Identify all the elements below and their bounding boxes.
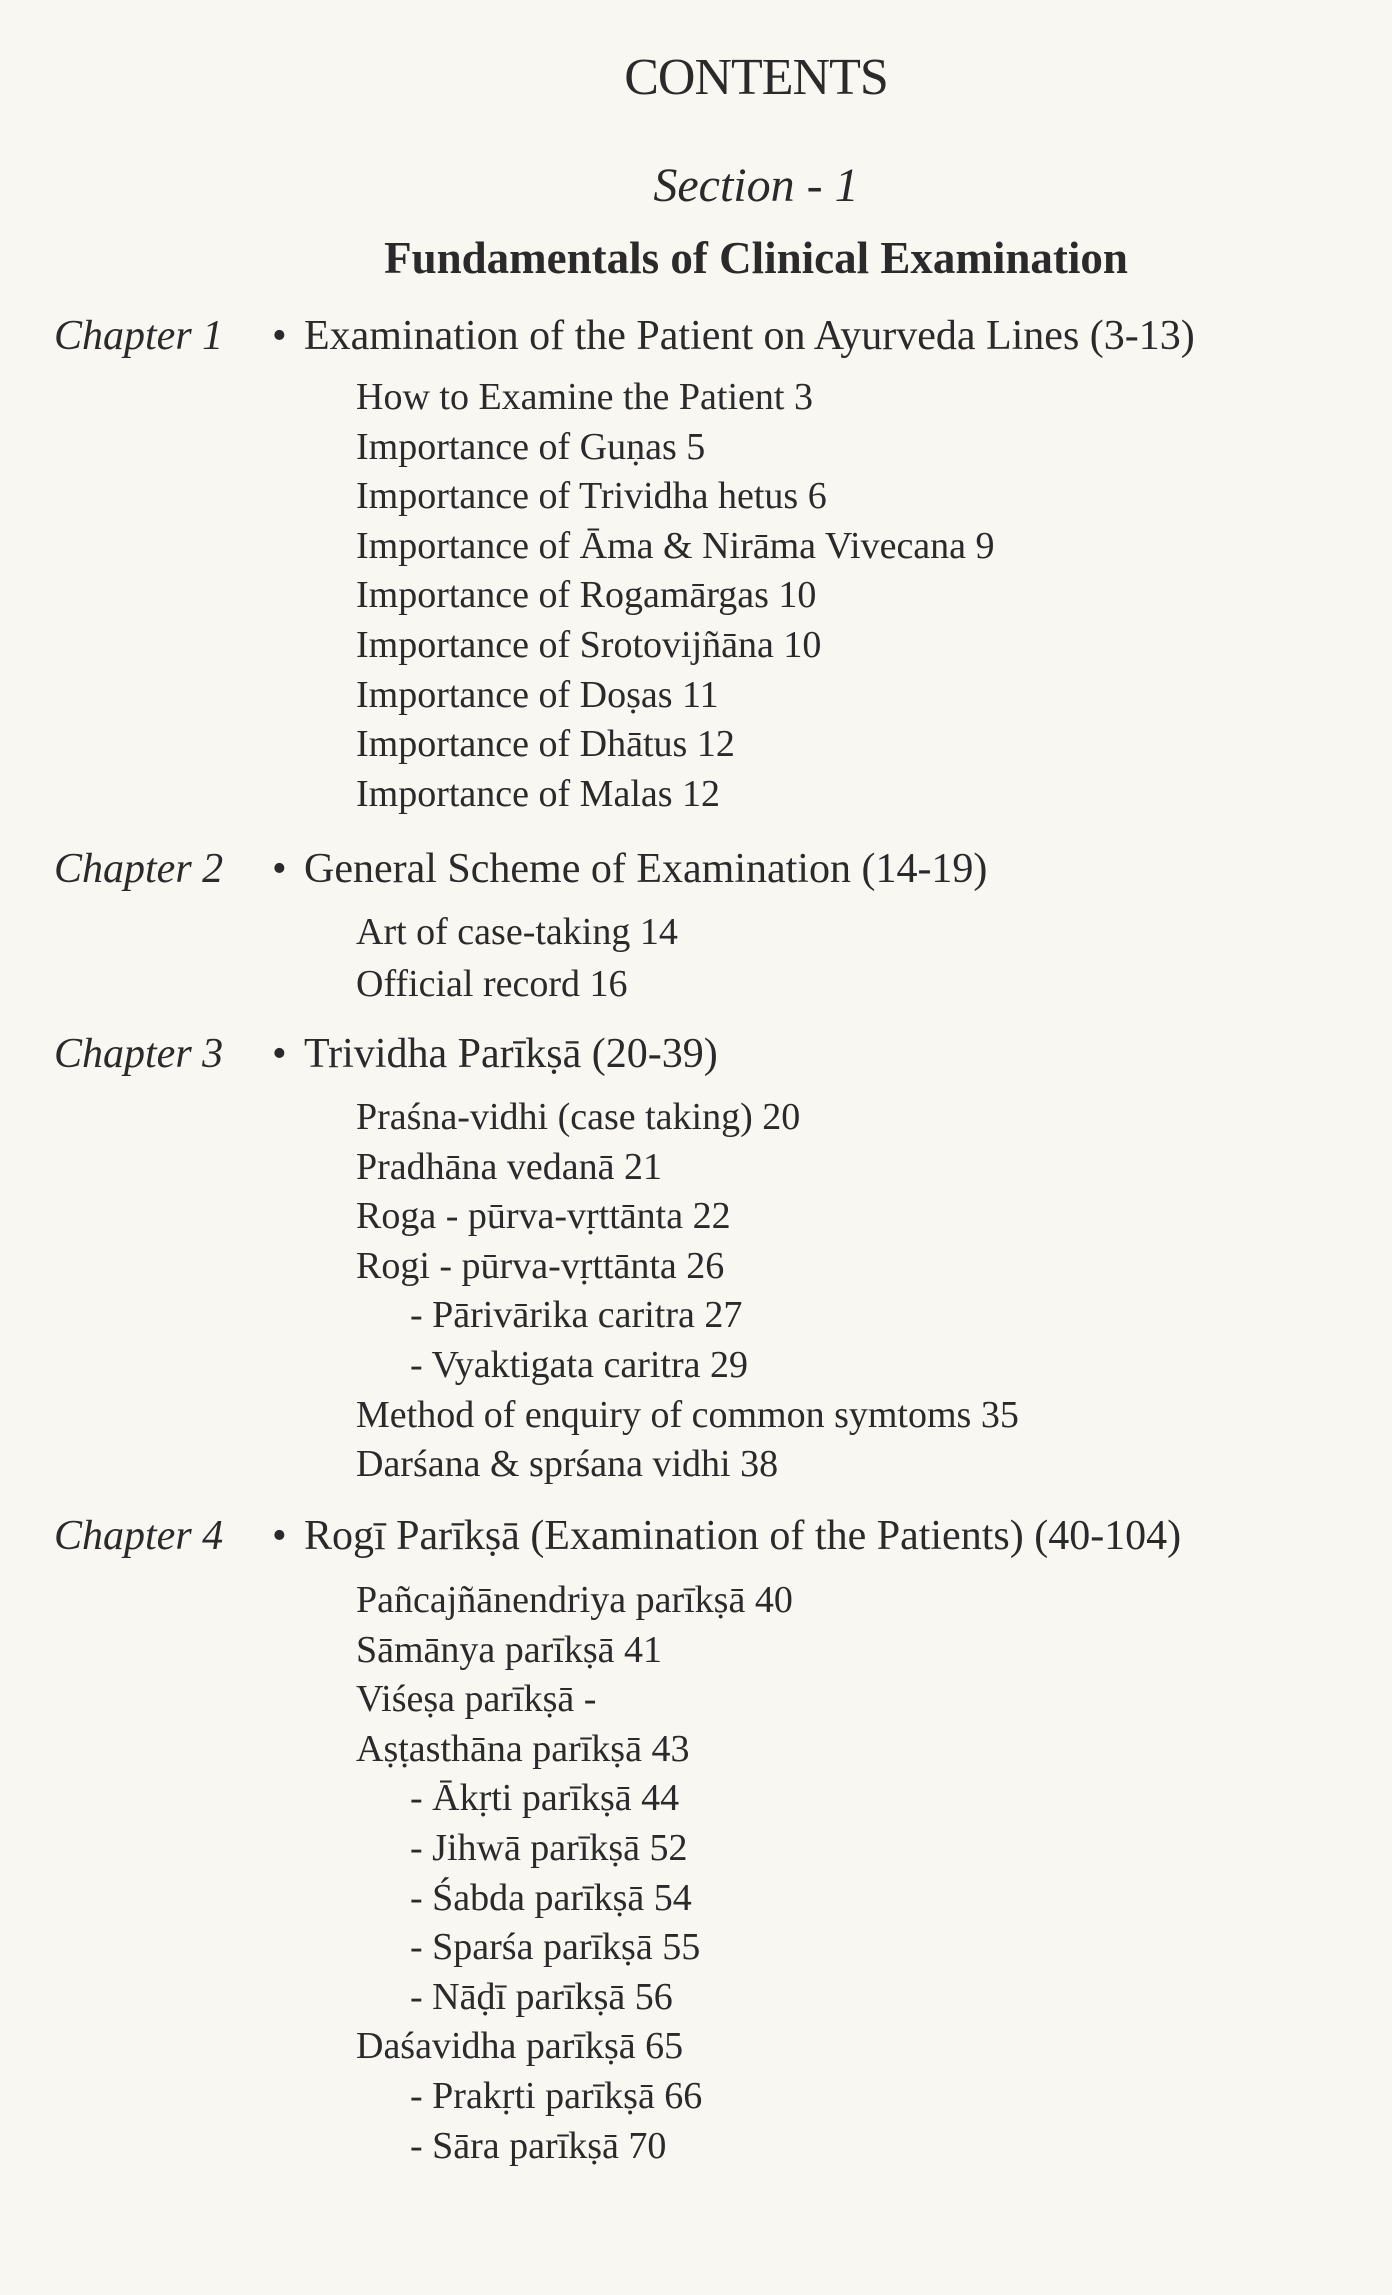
toc-entry: Importance of Rogamārgas 10	[356, 574, 817, 617]
toc-entry: Pradhāna vedanā 21	[356, 1145, 662, 1188]
toc-subentry: - Nāḍī parīkṣā 56	[410, 1975, 673, 2018]
chapter-row	[0, 845, 1392, 901]
toc-subentry: - Sparśa parīkṣā 55	[410, 1926, 701, 1969]
toc-subentry: - Prakṛti parīkṣā 66	[410, 2075, 703, 2117]
toc-subentry: - Vyaktigata caritra 29	[410, 1344, 748, 1386]
toc-entry: Importance of Srotovijñāna 10	[356, 624, 822, 666]
toc-entry: Importance of Trividha hetus 6	[356, 475, 827, 518]
toc-entry: Importance of Guṇas 5	[356, 425, 706, 468]
toc-entry: How to Examine the Patient 3	[356, 376, 813, 418]
chapter-label: Chapter 3	[54, 1031, 224, 1077]
toc-entry: Darśana & sprśana vidhi 38	[356, 1443, 779, 1486]
toc-entry: Sāmānya parīkṣā 41	[356, 1628, 663, 1671]
toc-entry: Pañcajñānendriya parīkṣā 40	[356, 1579, 793, 1621]
bullet-icon: •	[272, 313, 287, 359]
chapter-title: General Scheme of Examination (14-19)	[304, 846, 988, 892]
chapter-label: Chapter 4	[54, 1513, 224, 1559]
toc-entry: Praśna-vidhi (case taking) 20	[356, 1096, 801, 1138]
chapter-row	[0, 312, 1392, 368]
chapter-title: Examination of the Patient on Ayurveda Lines (3-13)	[304, 313, 1195, 359]
section-label: Section - 1	[653, 159, 859, 212]
chapter-row	[0, 1030, 1392, 1086]
chapter-row	[0, 1512, 1392, 1568]
toc-subentry: - Śabda parīkṣā 54	[410, 1876, 692, 1919]
toc-entry: Rogi - pūrva-vṛttānta 26	[356, 1244, 725, 1287]
toc-entry: Official record 16	[356, 963, 628, 1005]
bullet-icon: •	[272, 846, 287, 892]
toc-subentry: - Sāra parīkṣā 70	[410, 2124, 667, 2167]
chapter-title: Trividha Parīkṣā (20-39)	[304, 1031, 718, 1077]
toc-entry: Importance of Malas 12	[356, 772, 721, 815]
chapter-title: Rogī Parīkṣā (Examination of the Patients) (40-104)	[304, 1513, 1182, 1559]
toc-entry: Importance of Doṣas 11	[356, 673, 719, 716]
toc-entry: Method of enquiry of common symtoms 35	[356, 1393, 1019, 1436]
bullet-icon: •	[272, 1031, 287, 1077]
toc-entry: Importance of Āma & Nirāma Vivecana 9	[356, 524, 995, 567]
toc-subentry: - Ākṛti parīkṣā 44	[410, 1777, 680, 1820]
toc-subentry: - Pārivārika caritra 27	[410, 1294, 743, 1337]
chapter-label: Chapter 1	[54, 313, 224, 359]
toc-entry: Aṣṭasthāna parīkṣā 43	[356, 1727, 690, 1770]
toc-entry: Viśeṣa parīkṣā -	[356, 1678, 597, 1721]
chapter-label: Chapter 2	[54, 846, 224, 892]
toc-entry: Daśavidha parīkṣā 65	[356, 2025, 684, 2068]
toc-entry: Roga - pūrva-vṛttānta 22	[356, 1195, 731, 1238]
toc-entry: Importance of Dhātus 12	[356, 723, 735, 766]
toc-entry: Art of case-taking 14	[356, 911, 678, 953]
page-title: CONTENTS	[624, 49, 888, 106]
section-heading: Fundamentals of Clinical Examination	[384, 233, 1128, 283]
toc-subentry: - Jihwā parīkṣā 52	[410, 1827, 688, 1869]
bullet-icon: •	[272, 1513, 287, 1559]
